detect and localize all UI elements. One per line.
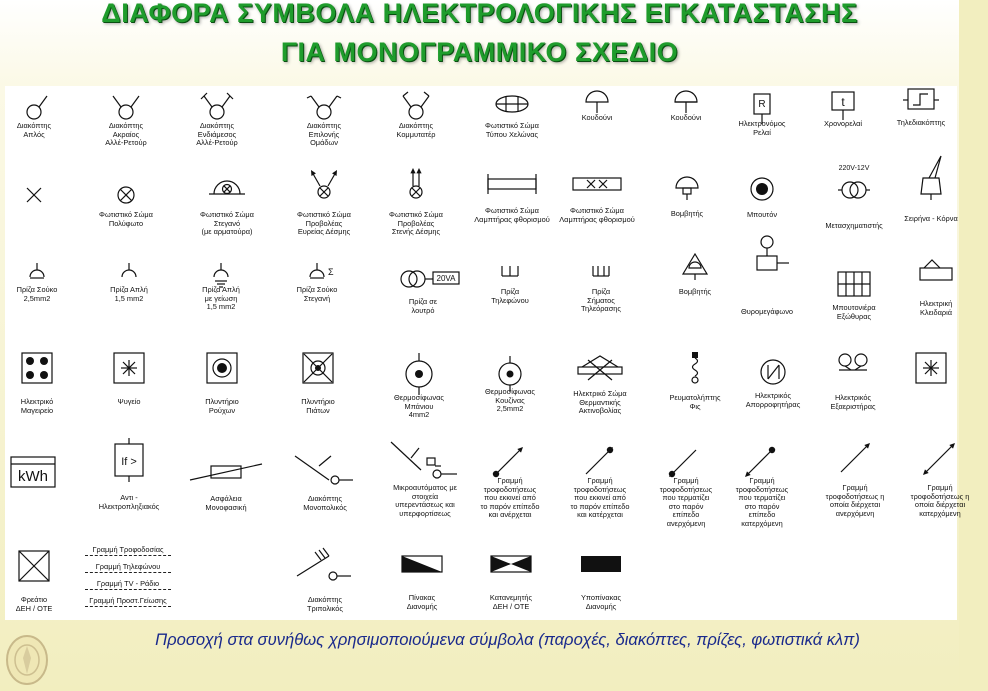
symbol-kat-icon: [491, 556, 531, 572]
symbol-fth2-icon: [573, 178, 621, 190]
svg-text:220V-12V: 220V-12V: [838, 165, 870, 172]
symbol-label-mik: Μικροαυτόματος με στοιχεία υπερεντάσεως και υπερφορτίσεως: [393, 483, 457, 518]
symbol-label-thl: Τηλεδιακόπτης: [896, 118, 946, 127]
symbol-dmo-icon: [295, 456, 353, 484]
symbol-thm-icon: [406, 353, 432, 395]
symbol-f1-icon: [27, 188, 41, 202]
symbol-label-ptv: Πρίζα Σήματος Τηλεόρασης: [581, 287, 621, 314]
symbol-kou2-icon: [675, 91, 697, 113]
symbol-label-prb2: Φωτιστικό Σώμα Προβολέας Στενής Δέσμης: [389, 210, 443, 237]
symbol-f2-icon: [916, 353, 946, 383]
symbol-label-g5: Γραμμή τροφοδοτήσεως η οποία διέρχεται ανερχόμενη: [825, 483, 885, 518]
symbol-prb1-icon: [311, 170, 337, 198]
symbol-met-icon: [838, 165, 870, 198]
symbol-kom-icon: [403, 92, 429, 119]
symbol-vom2-icon: [683, 254, 707, 280]
symbol-table: [5, 86, 970, 620]
symbol-label-prb1: Φωτιστικό Σώμα Προβολέας Ευρείας Δέσμης: [297, 210, 351, 237]
symbol-apl-icon: [27, 96, 47, 119]
symbol-g3-icon: [669, 450, 696, 477]
symbol-label-xel: Φωτιστικό Σώμα Τύπου Χελώνας: [485, 121, 539, 139]
symbol-label-ant: Αντι - Ηλεκτροπληξιακός: [98, 493, 160, 511]
symbol-pro-icon: [207, 353, 237, 383]
svg-text:20VA: 20VA: [436, 274, 456, 283]
symbol-prb2-icon: [410, 168, 422, 198]
symbol-label-fre: Φρεάτιο ΔΕΗ / ΟΤΕ: [15, 595, 53, 613]
symbol-label-ste: Φωτιστικό Σώμα Στεγανό (με αρματούρα): [200, 210, 254, 237]
symbol-dtr-icon: [297, 548, 351, 580]
symbol-mik-icon: [391, 442, 457, 478]
symbol-apo-icon: [761, 360, 785, 384]
symbol-label-thm: Θερμοσίφωνας Μπάνιου 4mm2: [394, 393, 444, 420]
symbol-label-fth2: Φωτιστικό Σώμα Λαμπτήρας φθορισμού: [559, 206, 635, 224]
symbol-label-xro: Χρονορελαί: [823, 119, 863, 128]
svg-text:kWh: kWh: [18, 468, 48, 485]
symbol-g4-icon: [745, 447, 775, 477]
page-subtitle: ΓΙΑ ΜΟΝΟΓΡΑΜΜΙΚΟ ΣΧΕΔΙΟ: [280, 37, 679, 67]
symbol-label-mpo: Μπουτόν: [746, 210, 778, 219]
symbol-asf-icon: [190, 464, 262, 480]
symbol-kwh-icon: [11, 457, 55, 487]
symbol-fre-icon: [19, 551, 49, 581]
symbol-label-fth1: Φωτιστικό Σώμα Λαμπτήρας φθορισμού: [474, 206, 550, 224]
symbol-pol-icon: [118, 187, 134, 203]
footer-note: Προσοχή στα συνήθως χρησιμοποιούμενα σύμβολα (παροχές, διακόπτες, πρίζες, φωτιστικά κλπ): [155, 630, 860, 649]
symbol-akr-icon: [113, 96, 139, 119]
symbol-mpo-icon: [751, 178, 773, 200]
symbol-kle-icon: [920, 260, 952, 280]
symbol-label-apo: Ηλεκτρικός Απορροφητήρας: [745, 391, 801, 409]
symbol-ppi-icon: [303, 353, 333, 383]
symbol-label-g2: Γραμμή τροφοδοτήσεως που εκκινεί από το παρόν επίπεδο και κατέρχεται: [570, 476, 630, 520]
symbol-label-kle: Ηλεκτρική Κλειδαριά: [919, 299, 953, 317]
legend-feed-line: Γραμμή Τροφοδοσίας: [85, 545, 171, 556]
page-title: ΔΙΑΦΟΡΑ ΣΥΜΒΟΛΑ ΗΛΕΚΤΡΟΛΟΓΙΚΗΣ ΕΓΚΑΤΑΣΤΑΣΗΣ: [101, 0, 858, 28]
symbol-label-vom2: Βομβητής: [678, 287, 712, 296]
symbol-exa-icon: [839, 354, 867, 370]
symbol-label-exa: Ηλεκτρικός Εξαεριστήρας: [830, 393, 876, 411]
symbol-thl-icon: [903, 89, 939, 109]
symbol-rev-icon: [692, 352, 698, 383]
legend-ground-line: Γραμμή Προστ.Γείωσης: [85, 596, 171, 607]
symbol-akt-icon: [578, 356, 622, 380]
symbol-label-mag: Ηλεκτρικό Μαγειρείο: [20, 397, 54, 415]
symbol-label-pap: Πρίζα Απλή 1,5 mm2: [110, 285, 148, 303]
symbol-label-ps1: Πρίζα Σούκο 2,5mm2: [16, 285, 58, 303]
symbol-label-g6: Γραμμή τροφοδοτήσεως η οποία διέρχεται κατερχόμενη: [910, 483, 970, 518]
symbol-label-rev: Ρευματολήπτης Φις: [669, 393, 721, 411]
symbol-label-rel: Ηλεκτρονόμος Ρελαί: [738, 119, 786, 137]
symbol-ptv-icon: [593, 266, 609, 276]
symbol-g5-icon: [841, 443, 870, 472]
symbol-label-plo: Πρίζα σε λουτρό: [408, 297, 438, 315]
svg-text:t: t: [841, 95, 845, 109]
symbol-pth-icon: [502, 266, 518, 276]
symbol-label-pge: Πρίζα Απλή με γείωση 1,5 mm2: [202, 285, 240, 312]
symbol-label-akr: Διακόπτης Ακραίος Αλλέ-Ρετούρ: [105, 121, 147, 148]
svg-text:If >: If >: [121, 456, 137, 468]
symbol-label-kom: Διακόπτης Κομμυτατέρ: [396, 121, 436, 139]
symbol-xro-icon: [832, 92, 854, 120]
symbol-ps1-icon: [30, 263, 44, 278]
symbol-ste-icon: [209, 181, 245, 194]
symbol-psy-icon: [114, 353, 144, 383]
symbol-label-ppi: Πλυντήριο Πιάτων: [301, 397, 335, 415]
symbol-label-kou1: Κουδούνι: [581, 113, 613, 122]
svg-text:R: R: [758, 99, 766, 110]
symbol-label-sei: Σειρήνα - Κόρνα: [904, 214, 958, 223]
symbol-label-g4: Γραμμή τροφοδοτήσεως που τερματίζει στο παρόν επίπεδο κατερχόμενη: [735, 476, 789, 528]
symbol-pge-icon: [214, 263, 228, 287]
symbols-drawing: [5, 86, 957, 620]
symbol-g2-icon: [586, 447, 613, 474]
symbol-mpe-icon: [838, 272, 870, 296]
symbol-vom1-icon: [676, 177, 698, 200]
symbol-mag-icon: [22, 353, 52, 383]
symbol-label-thk: Θερμοσίφωνας Κουζίνας 2,5mm2: [485, 387, 535, 414]
symbol-label-kou2: Κουδούνι: [670, 113, 702, 122]
symbol-label-akt: Ηλεκτρικό Σώμα Θερμαντικής Ακτινοβολίας: [573, 389, 627, 416]
symbol-label-pro: Πλυντήριο Ρούχων: [205, 397, 239, 415]
symbol-pin-icon: [402, 556, 442, 572]
symbol-label-apl: Διακόπτης Απλός: [16, 121, 52, 139]
symbol-g6-icon: [923, 443, 955, 475]
symbol-label-g3: Γραμμή τροφοδοτήσεως που τερματίζει στο παρόν επίπεδο ανερχόμενη: [659, 476, 713, 528]
symbol-label-pol: Φωτιστικό Σώμα Πολύφωτο: [99, 210, 153, 228]
symbol-thy-icon: [757, 236, 789, 270]
symbol-end-icon: [201, 93, 233, 119]
symbol-label-end: Διακόπτης Ενδιάμεσος Αλλέ-Ρετούρ: [196, 121, 238, 148]
symbol-pap-icon: [122, 263, 136, 277]
symbol-label-asf: Ασφάλεια Μονοφασική: [205, 494, 247, 512]
symbol-sei-icon: [921, 156, 941, 200]
symbol-label-thy: Θυρομεγάφωνο: [741, 307, 793, 316]
symbol-label-vom1: Βομβητής: [670, 209, 704, 218]
symbol-label-pin: Πίνακας Διανομής: [406, 593, 438, 611]
symbol-label-ypo: Υποπίνακας Διανομής: [580, 593, 622, 611]
symbol-label-dtr: Διακόπτης Τριπολικός: [307, 595, 343, 613]
symbol-ypo-icon: [581, 556, 621, 572]
symbol-label-mpe: Μπουτονιέρα Εξώθυρας: [832, 303, 876, 321]
legend-tv-line: Γραμμή TV - Ράδιο: [85, 579, 171, 590]
symbol-pst-icon: [310, 263, 334, 278]
symbol-label-kat: Κατανεμητής ΔΕΗ / ΟΤΕ: [489, 593, 533, 611]
symbol-kou1-icon: [586, 91, 608, 113]
symbol-plo-icon: [401, 271, 459, 287]
symbol-label-pst: Πρίζα Σούκο Στεγανή: [296, 285, 338, 303]
symbol-label-epi: Διακόπτης Επιλονής Ομάδων: [306, 121, 342, 148]
svg-text:Σ: Σ: [328, 267, 334, 277]
symbol-epi-icon: [307, 96, 341, 119]
symbol-fth1-icon: [488, 174, 536, 194]
symbol-label-met: Μετασχηματιστής: [825, 221, 883, 230]
symbol-xel-icon: [496, 96, 528, 112]
symbol-g1-icon: [493, 447, 523, 477]
legend-phone-line: Γραμμή Τηλεφώνου: [85, 562, 171, 573]
symbol-label-psy: Ψυγείο: [117, 397, 141, 406]
symbol-label-dmo: Διακόπτης Μονοπολικός: [303, 494, 347, 512]
symbol-ant-icon: [115, 438, 143, 482]
symbol-label-g1: Γραμμή τροφοδοτήσεως που εκκινεί από το παρόν επίπεδο και ανέρχεται: [480, 476, 540, 520]
symbol-label-pth: Πρίζα Τηλεφώνου: [491, 287, 529, 305]
emblem-icon: [4, 634, 50, 686]
